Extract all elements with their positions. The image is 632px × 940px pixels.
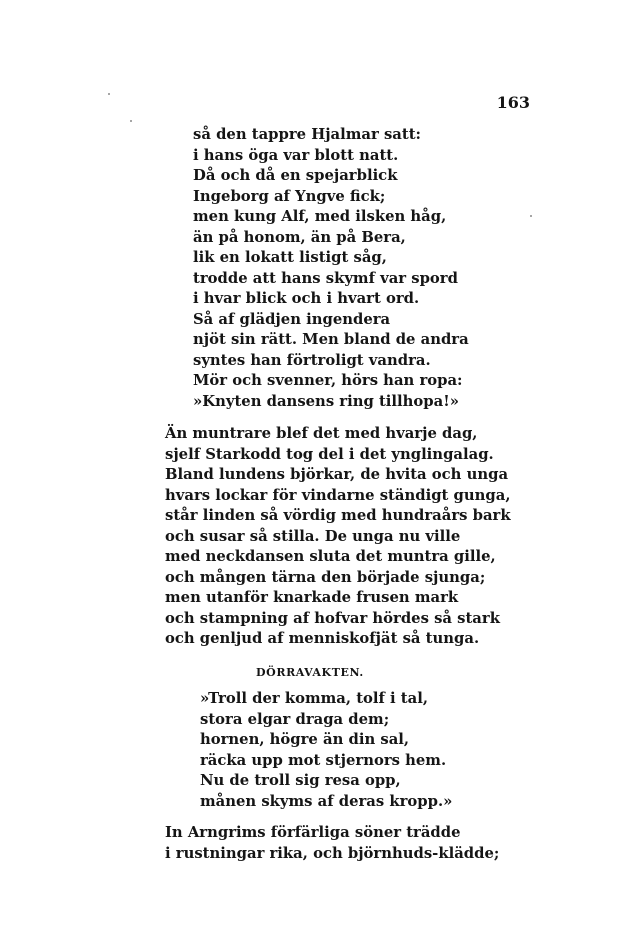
verse-line: månen skyms af deras kropp.» xyxy=(200,792,453,810)
verse-line: njöt sin rätt. Men bland de andra xyxy=(193,331,469,348)
verse-line: sjelf Starkodd tog del i det ynglingalag. xyxy=(165,445,494,463)
poem-stanza-3 xyxy=(200,689,452,812)
verse-line: Än muntrare blef det med hvarje dag, xyxy=(165,425,478,442)
paper-speck xyxy=(108,93,110,95)
verse-line: Mör och svenner, hörs han ropa: xyxy=(193,372,463,389)
verse-line: Så af glädjen ingendera xyxy=(193,310,391,328)
verse-line: så den tappre Hjalmar satt: xyxy=(193,126,422,143)
verse-line: och genljud af menniskofjät så tunga. xyxy=(165,630,480,647)
paper-speck xyxy=(130,120,132,122)
paper-speck xyxy=(530,215,532,217)
verse-line: Då och då en spejarblick xyxy=(193,167,398,184)
verse-line: räcka upp mot stjernors hem. xyxy=(200,751,447,769)
verse-line: syntes han förtroligt vandra. xyxy=(193,351,431,369)
verse-line: hornen, högre än din sal, xyxy=(200,731,410,748)
verse-line: och stampning af hofvar hördes så stark xyxy=(165,609,500,627)
verse-line: »Troll der komma, tolf i tal, xyxy=(200,690,429,707)
verse-line: »Knyten dansens ring tillhopa!» xyxy=(193,392,459,410)
section-heading: DÖRRAVAKTEN. xyxy=(256,666,364,679)
verse-line: Ingeborg af Yngve fick; xyxy=(193,187,386,205)
poem-stanza-1 xyxy=(193,125,469,412)
verse-line: hvars lockar för vindarne ständigt gunga, xyxy=(165,486,511,504)
verse-line: men utanför knarkade frusen mark xyxy=(165,589,459,606)
verse-line: i hvar blick och i hvart ord. xyxy=(193,290,420,307)
verse-line: Bland lundens björkar, de hvita och unga xyxy=(165,466,509,483)
verse-line: stora elgar draga dem; xyxy=(200,710,390,728)
verse-line: och susar så stilla. De unga nu ville xyxy=(165,527,461,545)
verse-line: lik en lokatt listigt såg, xyxy=(193,249,387,266)
verse-line: i rustningar rika, och björnhuds-klädde; xyxy=(165,844,500,862)
poem-stanza-2 xyxy=(165,424,511,650)
verse-line: Nu de troll sig resa opp, xyxy=(200,772,401,789)
poem-stanza-4 xyxy=(165,823,499,864)
verse-line: med neckdansen sluta det muntra gille, xyxy=(165,548,496,565)
verse-line: i hans öga var blott natt. xyxy=(193,146,399,164)
verse-line: men kung Alf, med ilsken håg, xyxy=(193,208,447,225)
verse-line: trodde att hans skymf var spord xyxy=(193,269,458,287)
verse-line: och mången tärna den började sjunga; xyxy=(165,568,486,586)
verse-line: än på honom, än på Bera, xyxy=(193,228,406,246)
page-number: 163 xyxy=(496,93,530,112)
verse-line: In Arngrims förfärliga söner trädde xyxy=(165,824,461,841)
verse-line: står linden så vördig med hundraårs bark xyxy=(165,507,511,524)
